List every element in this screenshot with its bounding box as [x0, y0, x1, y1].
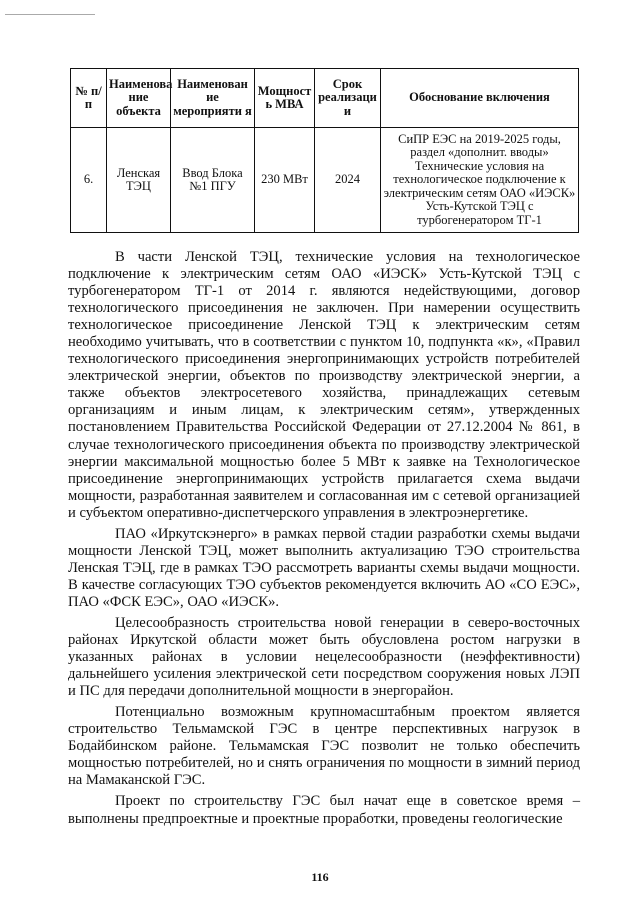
paragraph-lenskaya-tec: В части Ленской ТЭЦ, технические условия на технологическое подключение к электрическим сетям ОАО «ИЭСК» Усть-Кутской ТЭЦ с турбогенератором ТГ-1 от 2014 г. являются недействующими, договор технологического присоединения не заключен. При намерении осуществить технологическое присоединение Ленской ТЭЦ к электрическим сетям необходимо учитывать, что в соответствии с пунктом 10, подпункта «к», «Правил технологического присоединения энергопринимающих устройств потребителей электрической энергии, объектов по производству электрической энергии, а также объектов электросетевого хозяйства, принадлежащих сетевым организациям и иным лицам, к электрическим сетям», утвержденных постановлением Правительства Российской Федерации от 27.12.2004 № 861, в случае технологического присоединения объекта по производству электрической энергии максимальной мощностью более 5 МВт к заявке на Технологическое присоединение энергопринимающих устройств прилагается схема выдачи мощности, разработанная заявителем и согласованная им с сетевой организацией и субъектом оперативно-диспетчерского управления в электроэнергетике.	[68, 249, 580, 521]
table-row	[71, 128, 579, 233]
body-text	[68, 249, 580, 832]
col-header-term: Срок реализаци и	[315, 69, 381, 128]
table-header-row	[71, 69, 579, 128]
col-header-object: Наименова ние объекта	[107, 69, 171, 128]
col-header-num: № п/п	[71, 69, 107, 128]
col-header-measure: Наименован ие мероприяти я	[171, 69, 255, 128]
paragraph-irkutskenergo: ПАО «Иркутскэнерго» в рамках первой стадии разработки схемы выдачи мощности Ленской ТЭЦ, может выполнить актуализацию ТЭО строительства Ленская ТЭЦ, где в рамках ТЭО рассмотреть варианты схемы выдачи мощности. В качестве согласующих ТЭО субъектов рекомендуется включить АО «СО ЕЭС», ПАО «ФСК ЕЭС», ОАО «ИЭСК».	[68, 525, 580, 610]
objects-table	[70, 68, 579, 233]
col-header-power: Мощност ь МВА	[255, 69, 315, 128]
col-header-basis: Обоснование включения	[381, 69, 579, 128]
cell-term: 2024	[315, 128, 381, 233]
paragraph-ges-project: Проект по строительству ГЭС был начат еще в советское время – выполнены предпроектные и проектные проработки, проведены геологические	[68, 793, 580, 827]
cell-num: 6.	[71, 128, 107, 233]
cell-object: Ленская ТЭЦ	[107, 128, 171, 233]
paragraph-telmamskaya-ges: Потенциально возможным крупномасштабным проектом является строительство Тельмамской ГЭС в центре перспективных нагрузок в Бодайбинском районе. Тельмамская ГЭС позволит не только обеспечить мощностью потребителей, но и снять ограничения по мощности в зимний период на Мамаканской ГЭС.	[68, 704, 580, 789]
cell-measure: Ввод Блока №1 ПГУ	[171, 128, 255, 233]
page-number: 116	[311, 870, 329, 884]
cell-power: 230 МВт	[255, 128, 315, 233]
paragraph-new-generation: Целесообразность строительства новой генерации в северо-восточных районах Иркутской области может быть обусловлена ростом нагрузки в указанных районах в условии нецелесообразности (неэффективности) дальнейшего усиления электрической сети посредством сооружения новых ЛЭП и ПС для передачи дополнительной мощности в энергорайон.	[68, 614, 580, 700]
header-rule	[5, 14, 95, 15]
cell-basis: СиПР ЕЭС на 2019-2025 годы, раздел «дополнит. вводы» Технические условия на технологическое подключение к электрическим сетям ОАО «ИЭСК» Усть-Кутской ТЭЦ с турбогенератором ТГ-1	[381, 128, 579, 233]
